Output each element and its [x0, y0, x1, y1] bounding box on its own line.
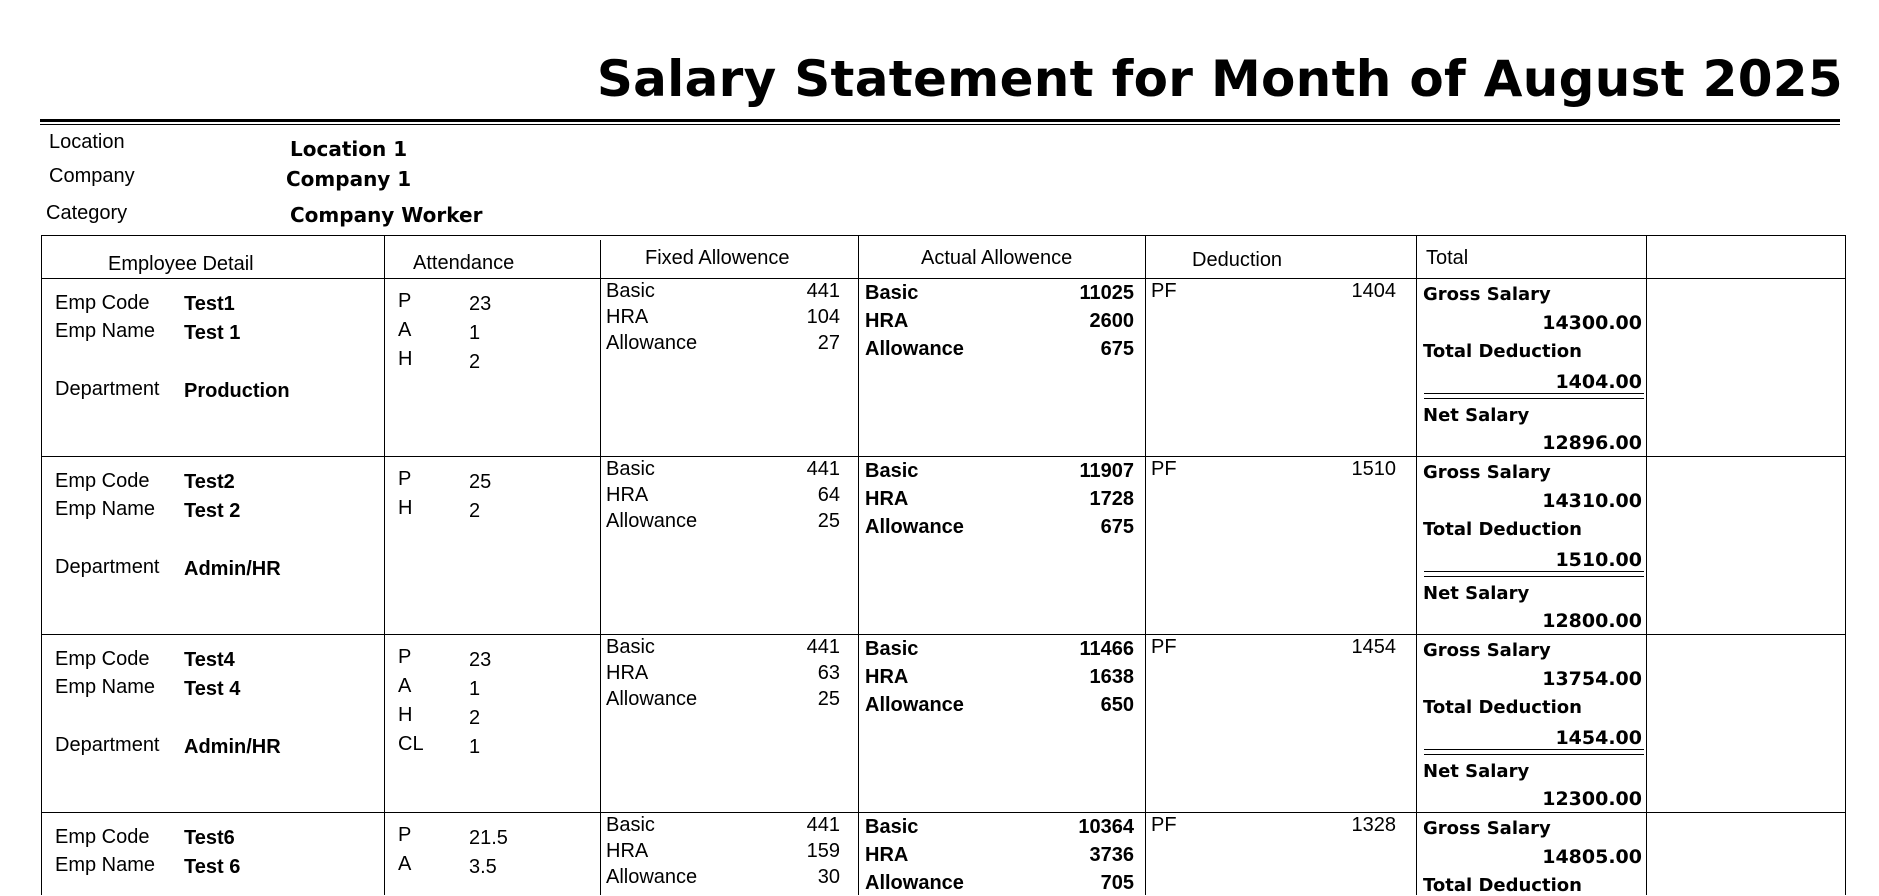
fixed-hra-label: HRA — [606, 840, 649, 862]
department-label: Department — [55, 734, 160, 756]
total-deduction-label: Total Deduction — [1423, 341, 1582, 362]
emp-code-label: Emp Code — [55, 470, 150, 492]
net-salary-label: Net Salary — [1423, 761, 1530, 782]
gross-salary-label: Gross Salary — [1423, 462, 1551, 483]
category-label: Category — [46, 202, 128, 224]
header-employee-detail: Employee Detail — [108, 253, 254, 275]
fixed-allowance-label: Allowance — [606, 866, 698, 888]
total-deduction-underline-2 — [1424, 398, 1644, 399]
net-salary-value: 12896.00 — [1542, 432, 1642, 454]
page-title: Salary Statement for Month of August 2025 — [596, 50, 1843, 108]
actual-basic-value: 10364 — [1078, 816, 1134, 838]
emp-name-label: Emp Name — [55, 676, 156, 698]
actual-hra-value: 2600 — [1089, 310, 1134, 332]
actual-allowance-value: 675 — [1100, 516, 1134, 538]
emp-code-label: Emp Code — [55, 826, 150, 848]
department-label: Department — [55, 556, 160, 578]
actual-hra-value: 1638 — [1089, 666, 1134, 688]
department-label: Department — [55, 378, 160, 400]
title-rule-thick — [40, 119, 1840, 122]
total-deduction-underline-2 — [1424, 754, 1644, 755]
actual-allowance-value: 705 — [1100, 872, 1134, 894]
attendance-days: 23 — [469, 649, 492, 671]
fixed-allowance-label: Allowance — [606, 332, 698, 354]
attendance-code: H — [398, 704, 413, 726]
attendance-code: P — [398, 468, 412, 490]
fixed-hra-value: 159 — [806, 840, 840, 862]
emp-name-label: Emp Name — [55, 854, 156, 876]
row-divider-1 — [41, 456, 1846, 457]
actual-allowance-value: 650 — [1100, 694, 1134, 716]
col-divider-deduction — [1145, 235, 1146, 895]
row-divider-2 — [41, 634, 1846, 635]
emp-code-value: Test2 — [184, 471, 235, 493]
attendance-days: 1 — [469, 678, 481, 700]
fixed-basic-label: Basic — [606, 814, 655, 836]
pf-value: 1404 — [1351, 280, 1396, 302]
attendance-days: 2 — [469, 500, 481, 522]
actual-basic-value: 11025 — [1079, 282, 1134, 304]
fixed-allowance-value: 25 — [817, 688, 840, 710]
attendance-code: A — [398, 675, 412, 697]
row-divider-3 — [41, 812, 1846, 813]
header-bottom-border — [41, 278, 1846, 279]
attendance-code: P — [398, 290, 412, 312]
fixed-basic-label: Basic — [606, 636, 655, 658]
total-deduction-value: 1510.00 — [1555, 549, 1642, 571]
fixed-basic-value: 441 — [806, 280, 840, 302]
title-rule-thin — [40, 124, 1840, 125]
actual-hra-label: HRA — [865, 844, 909, 866]
department-value: Admin/HR — [184, 558, 281, 580]
location-value: Location 1 — [290, 137, 408, 161]
fixed-hra-label: HRA — [606, 306, 649, 328]
fixed-basic-label: Basic — [606, 280, 655, 302]
fixed-hra-label: HRA — [606, 484, 649, 506]
table-left-border — [41, 235, 42, 895]
emp-name-value: Test 6 — [184, 856, 241, 878]
pf-value: 1328 — [1351, 814, 1396, 836]
actual-hra-label: HRA — [865, 488, 909, 510]
fixed-allowance-label: Allowance — [606, 510, 698, 532]
fixed-hra-label: HRA — [606, 662, 649, 684]
fixed-allowance-value: 27 — [817, 332, 840, 354]
total-deduction-underline-2 — [1424, 576, 1644, 577]
emp-name-label: Emp Name — [55, 320, 156, 342]
gross-salary-label: Gross Salary — [1423, 284, 1551, 305]
gross-salary-value: 13754.00 — [1542, 668, 1642, 690]
pf-label: PF — [1151, 458, 1177, 480]
header-fixed-allowence: Fixed Allowence — [645, 247, 790, 269]
emp-name-value: Test 4 — [184, 678, 241, 700]
actual-basic-label: Basic — [865, 460, 919, 482]
actual-hra-label: HRA — [865, 310, 909, 332]
pf-label: PF — [1151, 814, 1177, 836]
actual-allowance-label: Allowance — [865, 338, 964, 360]
pf-value: 1510 — [1351, 458, 1396, 480]
actual-allowance-label: Allowance — [865, 516, 964, 538]
department-value: Admin/HR — [184, 736, 281, 758]
gross-salary-value: 14805.00 — [1542, 846, 1642, 868]
fixed-allowance-value: 25 — [817, 510, 840, 532]
attendance-code: A — [398, 853, 412, 875]
actual-allowance-label: Allowance — [865, 872, 964, 894]
attendance-code: H — [398, 348, 413, 370]
gross-salary-value: 14310.00 — [1542, 490, 1642, 512]
fixed-basic-label: Basic — [606, 458, 655, 480]
actual-allowance-value: 675 — [1100, 338, 1134, 360]
attendance-days: 3.5 — [469, 856, 497, 878]
net-salary-label: Net Salary — [1423, 405, 1530, 426]
total-deduction-underline-1 — [1424, 393, 1644, 394]
emp-code-value: Test1 — [184, 293, 235, 315]
actual-hra-label: HRA — [865, 666, 909, 688]
actual-basic-label: Basic — [865, 638, 919, 660]
location-label: Location — [49, 131, 125, 153]
col-divider-total — [1416, 235, 1417, 895]
total-deduction-label: Total Deduction — [1423, 697, 1582, 718]
attendance-days: 21.5 — [469, 827, 508, 849]
total-deduction-value: 1404.00 — [1555, 371, 1642, 393]
fixed-hra-value: 63 — [817, 662, 840, 684]
col-divider-extra — [1646, 235, 1647, 895]
attendance-code: H — [398, 497, 413, 519]
actual-basic-label: Basic — [865, 816, 919, 838]
company-label: Company — [49, 165, 135, 187]
total-deduction-label: Total Deduction — [1423, 875, 1582, 896]
attendance-code: A — [398, 319, 412, 341]
emp-code-label: Emp Code — [55, 292, 150, 314]
category-value: Company Worker — [290, 203, 483, 227]
net-salary-value: 12300.00 — [1542, 788, 1642, 810]
attendance-days: 23 — [469, 293, 492, 315]
department-value: Production — [184, 380, 290, 402]
total-deduction-value: 1454.00 — [1555, 727, 1642, 749]
fixed-basic-value: 441 — [806, 814, 840, 836]
fixed-allowance-label: Allowance — [606, 688, 698, 710]
table-right-border — [1845, 235, 1846, 895]
actual-basic-value: 11466 — [1079, 638, 1134, 660]
actual-hra-value: 3736 — [1089, 844, 1134, 866]
attendance-days: 1 — [469, 736, 481, 758]
actual-allowance-label: Allowance — [865, 694, 964, 716]
attendance-code: P — [398, 646, 412, 668]
emp-code-label: Emp Code — [55, 648, 150, 670]
gross-salary-label: Gross Salary — [1423, 818, 1551, 839]
emp-code-value: Test6 — [184, 827, 235, 849]
emp-name-label: Emp Name — [55, 498, 156, 520]
attendance-code: P — [398, 824, 412, 846]
header-actual-allowence: Actual Allowence — [921, 247, 1073, 269]
actual-hra-value: 1728 — [1089, 488, 1134, 510]
header-deduction: Deduction — [1192, 249, 1283, 271]
header-attendance: Attendance — [413, 252, 515, 274]
table-top-border — [41, 235, 1846, 236]
total-deduction-underline-1 — [1424, 749, 1644, 750]
emp-code-value: Test4 — [184, 649, 235, 671]
total-deduction-label: Total Deduction — [1423, 519, 1582, 540]
attendance-days: 2 — [469, 351, 481, 373]
pf-label: PF — [1151, 280, 1177, 302]
gross-salary-label: Gross Salary — [1423, 640, 1551, 661]
emp-name-value: Test 2 — [184, 500, 241, 522]
col-divider-attendance — [384, 235, 385, 895]
attendance-days: 2 — [469, 707, 481, 729]
net-salary-label: Net Salary — [1423, 583, 1530, 604]
col-divider-fixed — [600, 240, 601, 895]
pf-value: 1454 — [1351, 636, 1396, 658]
net-salary-value: 12800.00 — [1542, 610, 1642, 632]
pf-label: PF — [1151, 636, 1177, 658]
header-total: Total — [1426, 247, 1469, 269]
company-value: Company 1 — [286, 167, 412, 191]
fixed-basic-value: 441 — [806, 636, 840, 658]
fixed-hra-value: 64 — [817, 484, 840, 506]
attendance-days: 1 — [469, 322, 481, 344]
emp-name-value: Test 1 — [184, 322, 241, 344]
gross-salary-value: 14300.00 — [1542, 312, 1642, 334]
total-deduction-underline-1 — [1424, 571, 1644, 572]
fixed-basic-value: 441 — [806, 458, 840, 480]
attendance-days: 25 — [469, 471, 492, 493]
fixed-allowance-value: 30 — [817, 866, 840, 888]
fixed-hra-value: 104 — [806, 306, 840, 328]
attendance-code: CL — [398, 733, 424, 755]
actual-basic-value: 11907 — [1079, 460, 1134, 482]
col-divider-actual — [858, 235, 859, 895]
actual-basic-label: Basic — [865, 282, 919, 304]
